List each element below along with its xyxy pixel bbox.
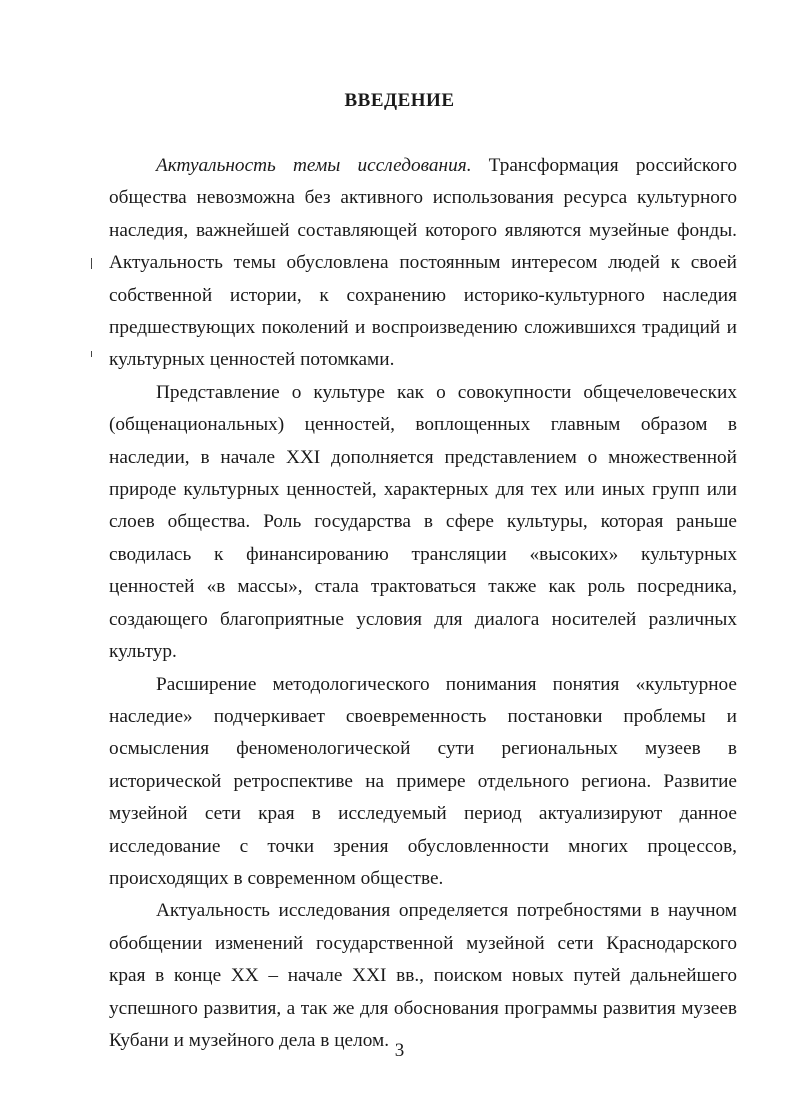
page-title: ВВЕДЕНИЕ xyxy=(344,90,455,111)
paragraph-research-relevance: Актуальность исследования определяется потребностями в научном обобщении изменений государственной музейной сети Краснодарского края в конце XX – начале XXI вв., поиском новых путей дальнейшего успешного развития, а так же для обоснования программы развития музеев Кубани и музейного дела в целом. xyxy=(109,900,737,1051)
paragraph-culture-concept: Представление о культуре как о совокупности общечеловеческих (общенациональных) ценностей, воплощенных главным образом в наследии, в начале XXI дополняется представлением о множественной природе культурных ценностей, характерных для тех или иных групп или слоев общества. Роль государства в сфере культуры, которая раньше сводилась к финансированию трансляции «высоких» культурных ценностей «в массы», стала трактоваться также как роль посредника, создающего благоприятные условия для диалога носителей различных культур. xyxy=(109,381,737,663)
paragraph-relevance xyxy=(109,150,737,377)
document-body xyxy=(109,150,737,1057)
page-number: 3 xyxy=(394,1040,405,1061)
paragraph-lead: Актуальность темы исследования. xyxy=(156,155,472,176)
paragraph-text: Трансформация российского общества невозможна без активного использования ресурса культурного наследия, важнейшей составляющей которого являются музейные фонды. Актуальность темы обусловлена постоянным интересом людей к своей собственной истории, к сохранению историко-культурного наследия предшествующих поколений и воспроизведению сложившихся традиций и культурных ценностей потомками. xyxy=(109,155,737,371)
scan-artifact-mark xyxy=(91,258,92,269)
scan-artifact-mark xyxy=(91,351,92,357)
paragraph-methodology: Расширение методологического понимания понятия «культурное наследие» подчеркивает своевременность постановки проблемы и осмысления феноменологической сути региональных музеев в исторической ретроспективе на примере отдельного региона. Развитие музейной сети края в исследуемый период актуализируют данное исследование с точки зрения обусловленности многих процессов, происходящих в современном обществе. xyxy=(109,673,737,889)
